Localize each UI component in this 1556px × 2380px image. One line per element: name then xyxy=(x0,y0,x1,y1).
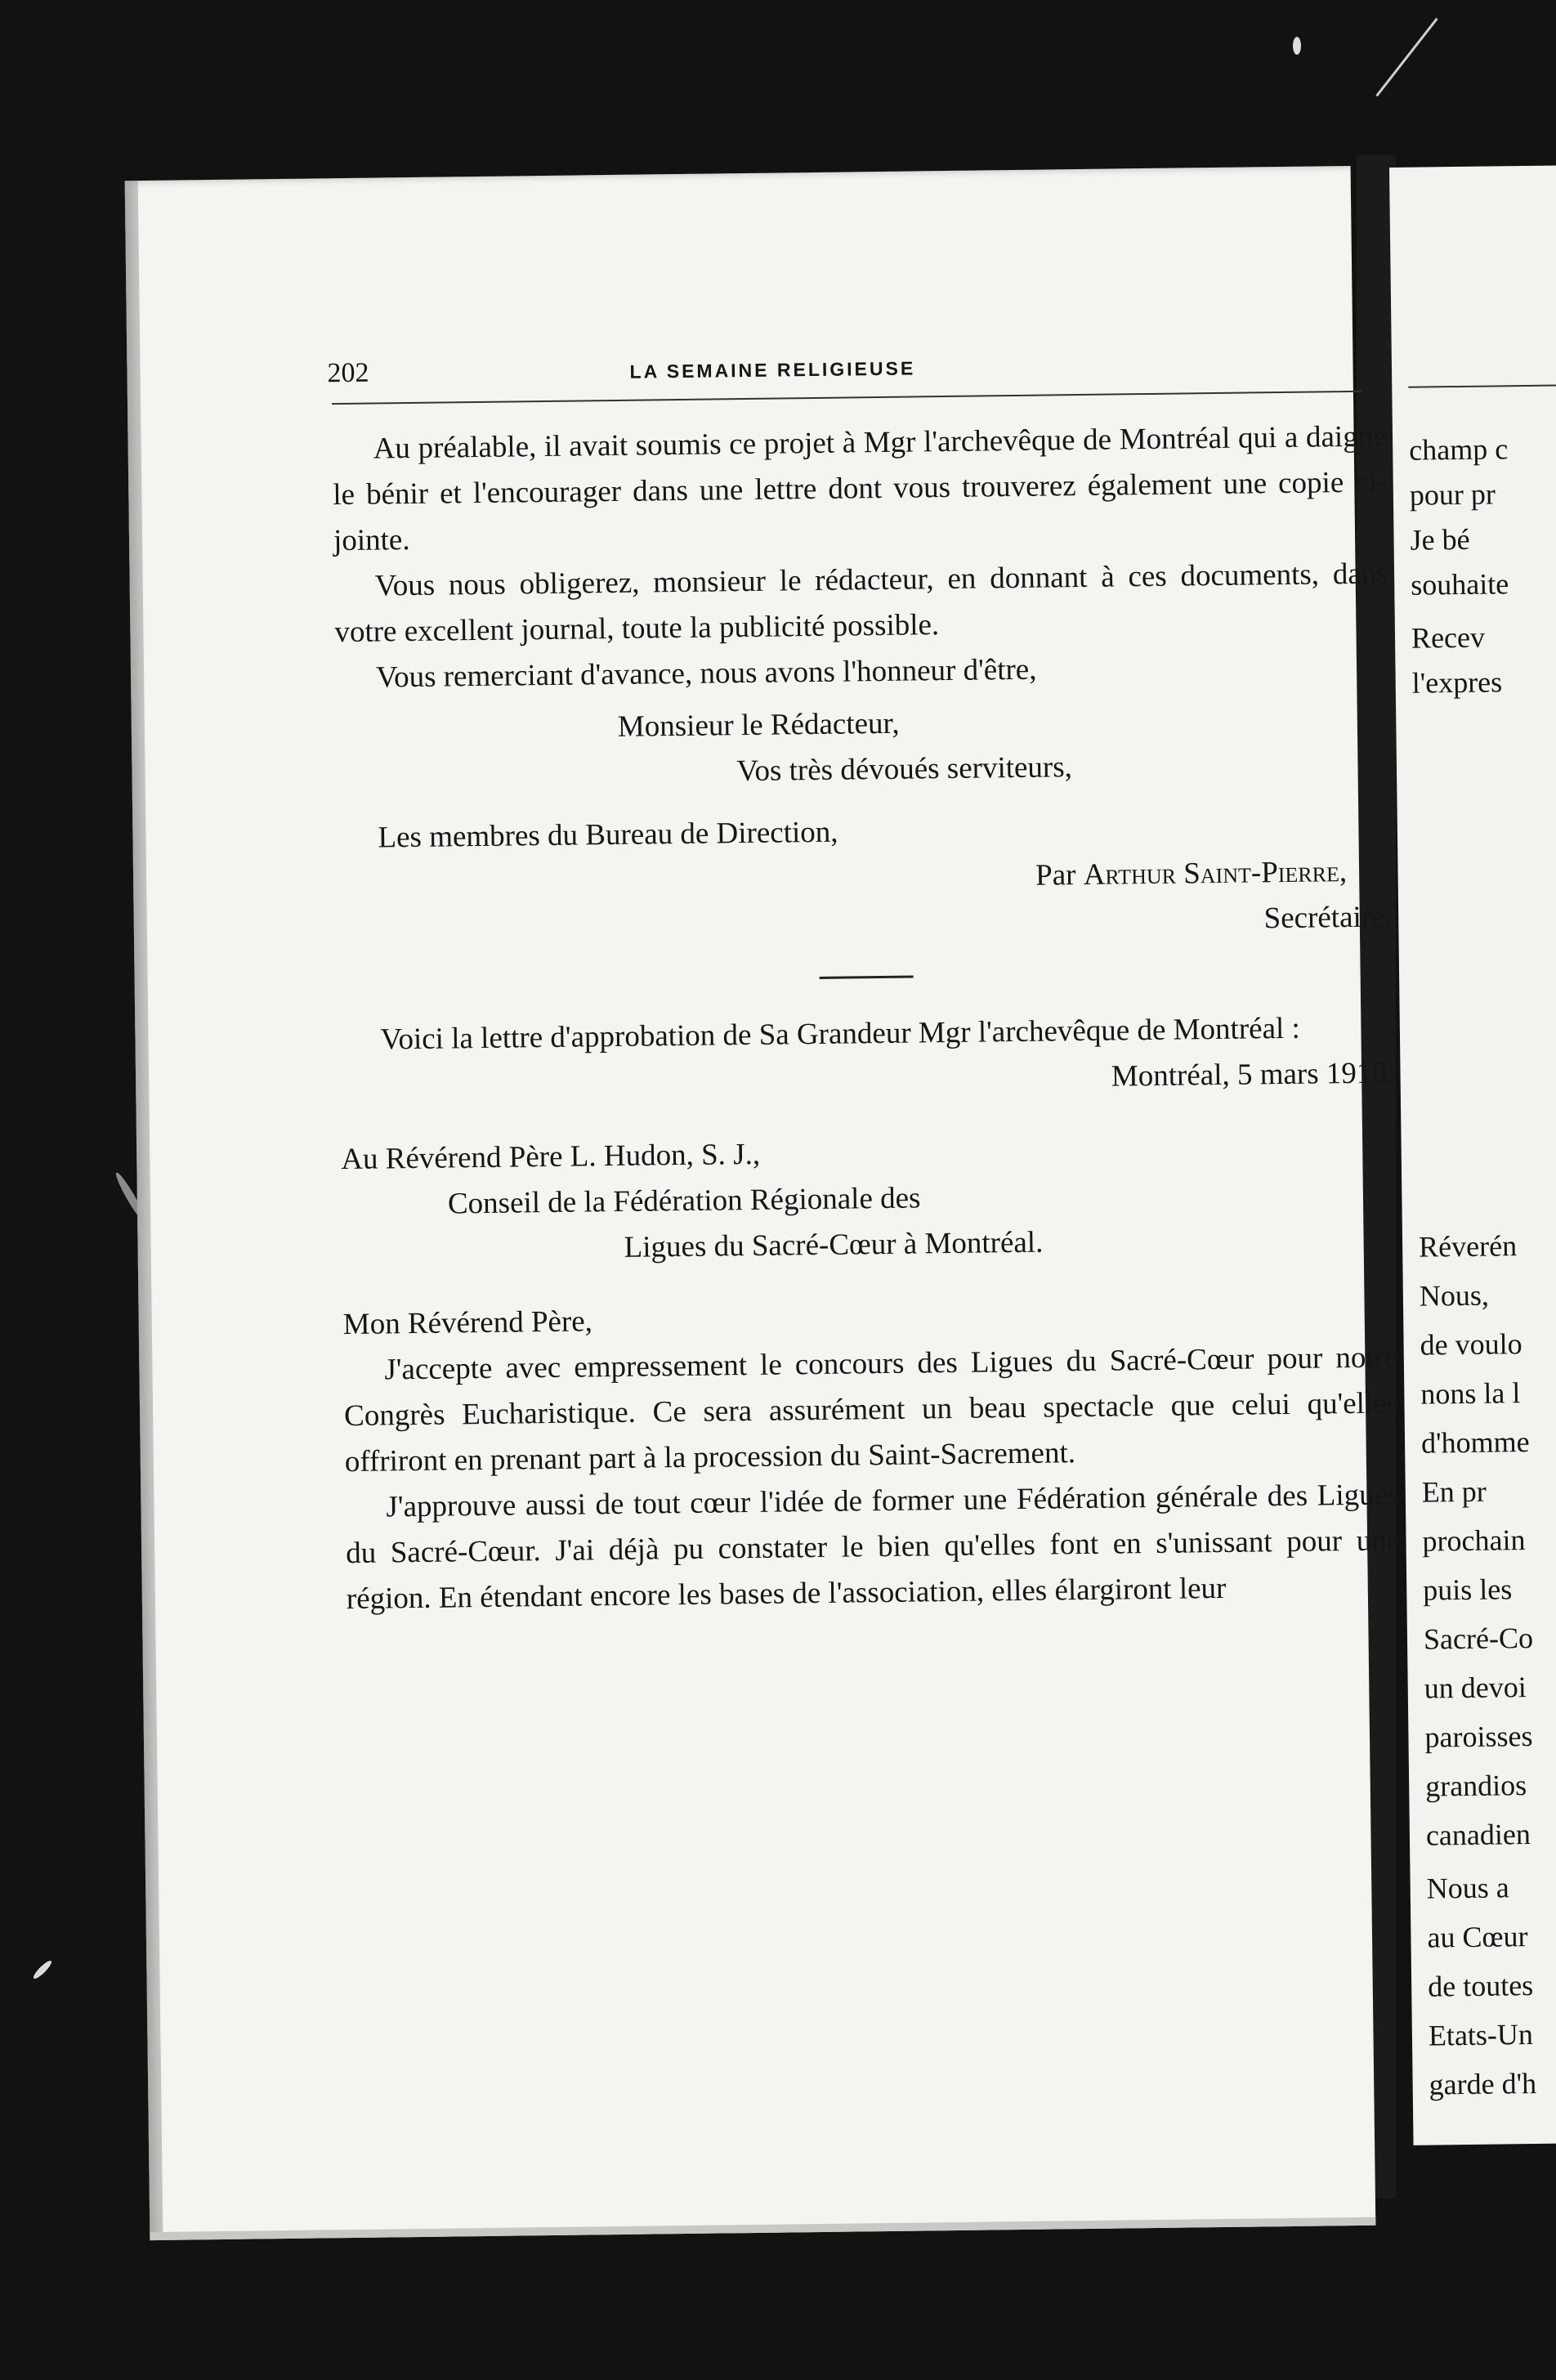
facing-page-line: puis les xyxy=(1423,1572,1513,1607)
facing-page-line: de voulo xyxy=(1420,1327,1522,1362)
facing-page-line: un devoi xyxy=(1424,1671,1527,1705)
signer-prefix: Par xyxy=(1035,858,1076,892)
facing-page-line: Sacré-Co xyxy=(1423,1621,1534,1656)
facing-page-line: Recev xyxy=(1411,620,1486,655)
facing-page-line: Je bé xyxy=(1410,522,1470,557)
addressee-line: Ligues du Sacré-Cœur à Montréal. xyxy=(624,1225,1044,1264)
greeting: Mon Révérend Père, xyxy=(342,1304,593,1342)
paragraph: Vous nous obligerez, monsieur le rédacteur, en donnant à ces documents, dans votre excellent journal, toute la publicité possible. xyxy=(334,557,1388,650)
signer-title: Secrétaire. xyxy=(1263,900,1393,936)
paragraph: J'approuve aussi de tout cœur l'idée de former une Fédération générale des Ligues du Sacré-Cœur. J'ai déjà pu constater le bien qu'elles font en s'unissant pour une région. En étendant encore les bases de l'association, elles élargiront leur xyxy=(345,1478,1401,1617)
paragraph: J'accepte avec empressement le concours des Ligues du Sacré-Cœur pour notre Congrès Eucharistique. Ce sera assurément un beau spectacle que celui qu'elles offriront en prenant part à la procession du Saint-Sacrement. xyxy=(343,1340,1399,1479)
facing-page-line: Réverén xyxy=(1418,1229,1518,1264)
salutation: Monsieur le Rédacteur, xyxy=(617,706,900,744)
facing-page-line: au Cœur xyxy=(1427,1920,1528,1954)
book-page xyxy=(125,166,1401,2240)
closing: Vos très dévoués serviteurs, xyxy=(736,750,1073,789)
facing-page-line: Etats-Un xyxy=(1428,2018,1534,2052)
running-title: LA SEMAINE RELIGIEUSE xyxy=(629,357,916,382)
addressee: Au Révérend Père L. Hudon, S. J., xyxy=(341,1137,761,1177)
facing-page-line: garde d'h xyxy=(1429,2066,1537,2101)
facing-page-line: En pr xyxy=(1421,1474,1487,1509)
facing-page-line: canadien xyxy=(1425,1818,1531,1852)
facing-page xyxy=(1389,165,1556,2145)
signer-name: Arthur Saint-Pierre, xyxy=(1083,855,1348,892)
facing-page-line: d'homme xyxy=(1420,1425,1530,1460)
paragraph: Au préalable, il avait soumis ce projet à Mgr l'archevêque de Montréal qui a daigné le bénir et l'encourager dans une lettre dont vous trouverez également une copie ci-jointe. xyxy=(333,419,1388,558)
facing-page-line: Nous, xyxy=(1419,1278,1490,1313)
signoff: Les membres du Bureau de Direction, xyxy=(378,815,838,855)
facing-page-line: l'expres xyxy=(1411,665,1503,700)
facing-page-line: prochain xyxy=(1422,1523,1526,1558)
facing-page-line: pour pr xyxy=(1409,477,1496,512)
letter-date: Montréal, 5 mars 1910. xyxy=(1111,1056,1395,1094)
page-number: 202 xyxy=(327,357,369,389)
facing-page-line: souhaite xyxy=(1410,567,1509,602)
facing-page-rule xyxy=(1408,384,1556,388)
facing-page-line: nons la l xyxy=(1420,1376,1521,1411)
facing-page-line: grandios xyxy=(1424,1769,1527,1803)
facing-page-line: Nous a xyxy=(1426,1871,1509,1905)
dust-speck xyxy=(1293,37,1301,55)
facing-page-line: de toutes xyxy=(1427,1969,1534,2003)
paragraph: Vous remerciant d'avance, nous avons l'honneur d'être, xyxy=(375,652,1037,695)
facing-page-line: champ c xyxy=(1408,432,1509,467)
paragraph: Voici la lettre d'approbation de Sa Grandeur Mgr l'archevêque de Montréal : xyxy=(380,1011,1301,1057)
section-separator xyxy=(819,976,913,979)
addressee-line: Conseil de la Fédération Régionale des xyxy=(447,1181,921,1221)
header-rule xyxy=(332,391,1362,405)
facing-page-line: paroisses xyxy=(1424,1720,1533,1754)
page-body xyxy=(332,414,1401,1622)
page-header xyxy=(327,346,1365,391)
